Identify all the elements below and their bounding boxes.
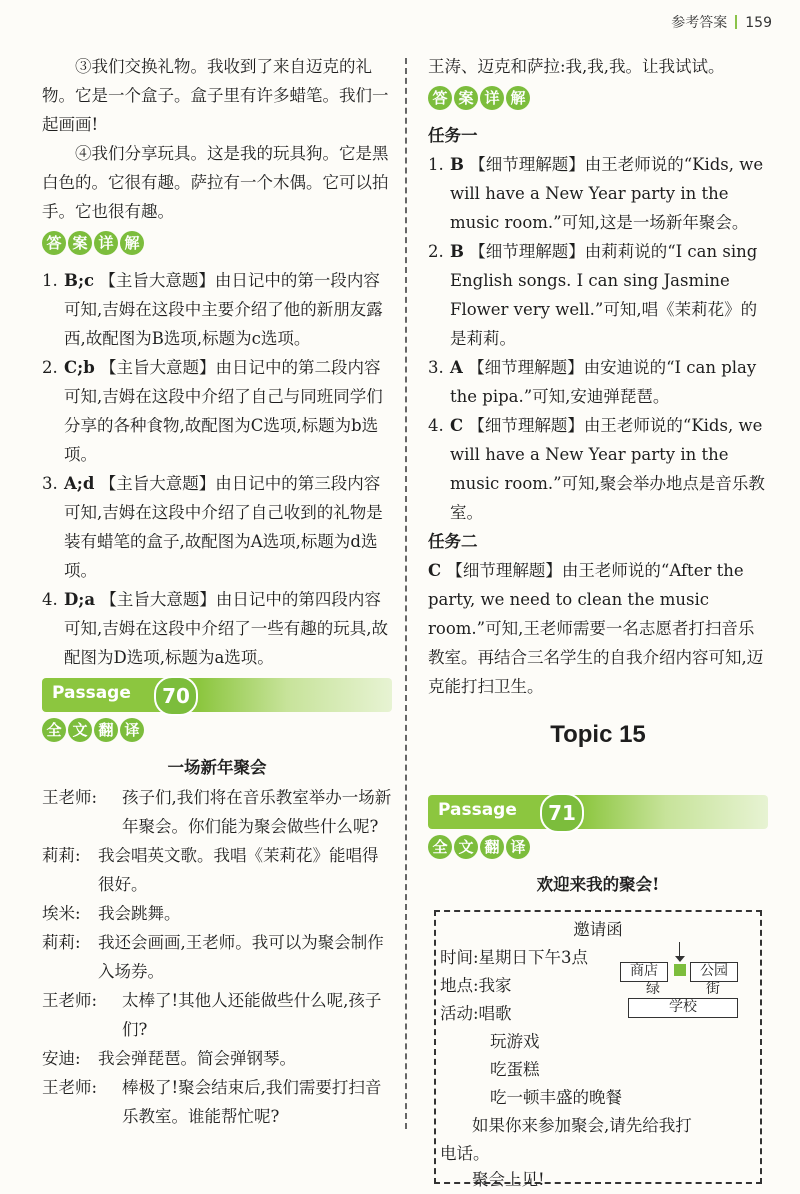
activity-item: 吃一顿丰盛的晚餐 — [490, 1088, 622, 1107]
header-label: 参考答案 — [671, 15, 728, 31]
answer-text: 【细节理解题】由王老师说的“Kids, we will have a New Year party in the music room.”可知,这是一场新年聚会。 — [450, 155, 764, 232]
dialogue-line — [42, 841, 392, 899]
answer-item — [428, 353, 768, 411]
answer-explanation-tag — [428, 86, 768, 116]
tag-char: 解 — [120, 231, 144, 255]
answer-text: 【主旨大意题】由日记中的第三段内容可知,吉姆在这段中介绍了自己收到的礼物是装有蜡笔的盒子,故配图为A选项,标题为d选项。 — [64, 474, 383, 580]
passage-71-banner — [428, 795, 768, 829]
answer-text: 【主旨大意题】由日记中的第二段内容可知,吉姆在这段中介绍了自己与同班同学们分享的各种食物,故配图为C选项,标题为b选项。 — [64, 358, 383, 464]
invitation-note-cont: 电话。 — [440, 1144, 490, 1163]
full-translation-tag — [42, 718, 392, 748]
page-number: 159 — [745, 15, 772, 31]
speaker: 王老师: — [42, 991, 98, 1010]
answer-text: 【细节理解题】由王老师说的“After the party, we need to clean the music room.”可知,王老师需要一名志愿者打扫音乐教室。再结合三名学生的自我介绍内容可知,迈克能打扫卫生。 — [428, 561, 764, 696]
tag-char: 案 — [68, 231, 92, 255]
answer-item — [42, 585, 392, 672]
answer-text: 【细节理解题】由安迪说的“I can play the pipa.”可知,安迪弹琵琶。 — [450, 358, 757, 406]
tag-char: 译 — [506, 835, 530, 859]
paragraph-4: ④我们分享玩具。这是我的玩具狗。它是黑白色的。它很有趣。萨拉有一个木偶。它可以拍手。它也很有趣。 — [42, 144, 389, 221]
speaker: 王老师: — [42, 1078, 98, 1097]
utterance: 我还会画画,王老师。我可以为聚会制作入场券。 — [98, 933, 384, 981]
speaker: 王老师: — [42, 788, 98, 807]
answer-key: D;a — [64, 590, 96, 609]
tag-char: 案 — [454, 86, 478, 110]
answer-key: B;c — [64, 271, 95, 290]
tag-char: 文 — [454, 835, 478, 859]
dialogue-continuation: 王涛、迈克和萨拉:我,我,我。让我试试。 — [428, 57, 725, 76]
page-header — [671, 12, 772, 32]
invitation-card — [434, 910, 762, 1189]
map-shop: 商店 — [620, 962, 668, 982]
full-translation-tag — [428, 835, 768, 865]
tag-char: 全 — [428, 835, 452, 859]
column-divider — [405, 58, 407, 1129]
answer-key: B — [450, 155, 464, 174]
invitation-activities: 活动:唱歌 — [440, 1004, 512, 1023]
down-arrow-icon — [675, 956, 685, 962]
speaker: 莉莉: — [42, 846, 81, 865]
header-separator — [735, 15, 737, 29]
street-label-2: 街 — [706, 981, 720, 997]
invitation-time: 时间:星期日下午3点 — [440, 948, 589, 967]
answer-item — [428, 150, 768, 237]
utterance: 孩子们,我们将在音乐教室举办一场新年聚会。你们能为聚会做些什么呢? — [122, 788, 392, 836]
dialogue-line — [42, 928, 392, 986]
answer-item — [42, 266, 392, 353]
tag-char: 详 — [94, 231, 118, 255]
activity-item: 玩游戏 — [490, 1032, 540, 1051]
answer-number: 4. — [42, 590, 58, 609]
invitation-place: 地点:我家 — [440, 976, 512, 995]
task-two-answer — [428, 556, 768, 701]
utterance: 我会弹琵琶。简会弹钢琴。 — [98, 1049, 296, 1068]
utterance: 我会唱英文歌。我唱《茉莉花》能唱得很好。 — [98, 846, 379, 894]
dialogue-line — [42, 986, 392, 1044]
street-label-1: 绿 — [646, 981, 660, 997]
answer-number: 3. — [42, 474, 58, 493]
answer-number: 1. — [428, 155, 444, 174]
map-school: 学校 — [628, 998, 738, 1018]
answer-explanation-tag — [42, 231, 392, 261]
invitation-note: 如果你来参加聚会,请先给我打 — [472, 1116, 692, 1135]
tag-char: 文 — [68, 718, 92, 742]
dialogue-line — [42, 783, 392, 841]
dialogue-line — [42, 899, 392, 928]
location-map — [620, 942, 750, 1022]
answer-item — [42, 469, 392, 585]
answer-key: C;b — [64, 358, 95, 377]
passage-number: 70 — [154, 676, 198, 716]
answer-key: C — [450, 416, 464, 435]
answer-number: 2. — [42, 358, 58, 377]
utterance: 我会跳舞。 — [98, 904, 181, 923]
tag-char: 详 — [480, 86, 504, 110]
activity-item: 吃蛋糕 — [490, 1060, 540, 1079]
topic-heading: Topic 15 — [550, 721, 646, 748]
tag-char: 翻 — [480, 835, 504, 859]
story-title: 欢迎来我的聚会! — [536, 875, 660, 894]
answer-text: 【主旨大意题】由日记中的第一段内容可知,吉姆在这段中主要介绍了他的新朋友露西,故配图为B选项,标题为c选项。 — [64, 271, 383, 348]
answer-key: B — [450, 242, 464, 261]
story-title: 一场新年聚会 — [167, 758, 267, 777]
tag-char: 全 — [42, 718, 66, 742]
paragraph-3: ③我们交换礼物。我收到了来自迈克的礼物。它是一个盒子。盒子里有许多蜡笔。我们一起画画! — [42, 57, 389, 134]
speaker: 埃米: — [42, 904, 81, 923]
answer-key: A;d — [64, 474, 95, 493]
invitation-closing: 聚会上见! — [472, 1170, 545, 1189]
task-one-heading: 任务一 — [428, 126, 478, 145]
map-park: 公园 — [690, 962, 738, 982]
passage-label: Passage — [438, 800, 517, 820]
answer-text: 【细节理解题】由王老师说的“Kids, we will have a New Year party in the music room.”可知,聚会举办地点是音乐教室。 — [450, 416, 765, 522]
answer-number: 3. — [428, 358, 444, 377]
answer-number: 4. — [428, 416, 444, 435]
answer-text: 【主旨大意题】由日记中的第四段内容可知,吉姆在这段中介绍了一些有趣的玩具,故配图为D选项,标题为a选项。 — [64, 590, 388, 667]
tag-char: 答 — [428, 86, 452, 110]
passage-70-banner — [42, 678, 392, 712]
left-column — [42, 52, 392, 1131]
utterance: 太棒了!其他人还能做些什么呢,孩子们? — [122, 991, 382, 1039]
passage-label: Passage — [52, 683, 131, 703]
dialogue-line — [42, 1044, 392, 1073]
answer-item — [42, 353, 392, 469]
task-two-heading: 任务二 — [428, 532, 478, 551]
passage-number: 71 — [540, 793, 584, 833]
dialogue-line — [42, 1073, 392, 1131]
house-icon — [674, 964, 686, 976]
tag-char: 答 — [42, 231, 66, 255]
right-column — [428, 52, 768, 1189]
tag-char: 译 — [120, 718, 144, 742]
answer-item — [428, 237, 768, 353]
answer-item — [428, 411, 768, 527]
utterance: 棒极了!聚会结束后,我们需要打扫音乐教室。谁能帮忙呢? — [122, 1078, 382, 1126]
tag-char: 解 — [506, 86, 530, 110]
tag-char: 翻 — [94, 718, 118, 742]
speaker: 莉莉: — [42, 933, 81, 952]
answer-number: 2. — [428, 242, 444, 261]
speaker: 安迪: — [42, 1049, 81, 1068]
answer-key: A — [450, 358, 463, 377]
invitation-title: 邀请函 — [573, 920, 623, 939]
answer-key: C — [428, 561, 442, 580]
answer-text: 【细节理解题】由莉莉说的“I can sing English songs. I can sing Jasmine Flower very well.”可知,唱《茉莉花》的是莉莉。 — [450, 242, 758, 348]
answer-number: 1. — [42, 271, 58, 290]
